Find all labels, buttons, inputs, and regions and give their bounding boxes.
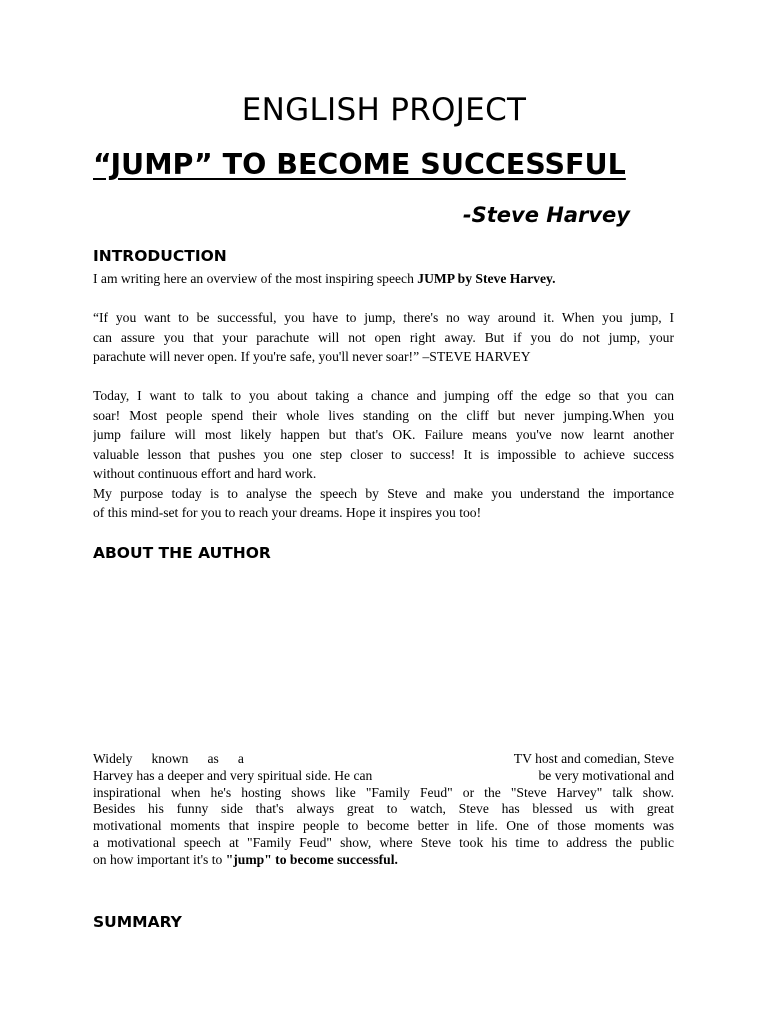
purpose-line: My purpose today is to analyse the speech by Steve and make you understand the importance bbox=[93, 485, 674, 501]
intro-body-paragraph bbox=[93, 386, 674, 523]
author-line-2 bbox=[93, 768, 674, 785]
overview-text: I am writing here an overview of the most inspiring speech bbox=[93, 271, 418, 286]
author-line: inspirational when he's hosting shows like "Family Feud" or the "Steve Harvey" talk show. bbox=[93, 784, 674, 800]
author-line: a motivational speech at "Family Feud" show, where Steve took his time to address the public bbox=[93, 834, 674, 850]
author-last-line bbox=[93, 852, 674, 869]
body-line: without continuous effort and hard work. bbox=[93, 466, 317, 481]
author-line: motivational moments that inspire people to become better in life. One of those moments was bbox=[93, 818, 674, 834]
quote-line: parachute will never open. If you're safe, you'll never soar!” –STEVE HARVEY bbox=[93, 349, 531, 364]
summary-heading: SUMMARY bbox=[93, 913, 182, 931]
author-paragraph bbox=[93, 751, 674, 869]
body-line: Today, I want to talk to you about taking a chance and jumping off the edge so that you can bbox=[93, 388, 674, 403]
author-byline: -Steve Harvey bbox=[462, 203, 630, 227]
body-line: soar! Most people spend their whole lives standing on the cliff but never jumping.When you bbox=[93, 407, 674, 423]
quote-line: can assure you that your parachute will not open right away. But if you do not jump, your bbox=[93, 329, 674, 345]
author-line-1 bbox=[93, 751, 674, 768]
body-line: valuable lesson that pushes you one step closer to success! It is impossible to achieve success bbox=[93, 446, 674, 462]
about-author-heading: ABOUT THE AUTHOR bbox=[93, 544, 271, 562]
overview-bold-text: JUMP by Steve Harvey. bbox=[417, 271, 556, 286]
author-line-1-start bbox=[93, 751, 244, 768]
speech-title: “JUMP” TO BECOME SUCCESSFUL bbox=[93, 148, 626, 181]
overview-sentence bbox=[93, 269, 555, 289]
author-line-2-end: be very motivational and bbox=[538, 767, 674, 783]
author-word: Widely bbox=[93, 751, 133, 766]
author-word: known bbox=[151, 751, 189, 766]
author-last-line-text: on how important it's to bbox=[93, 851, 226, 867]
quote-line: “If you want to be successful, you have to jump, there's no way around it. When you jump, I bbox=[93, 310, 674, 325]
author-line-1-end: TV host and comedian, Steve bbox=[513, 751, 674, 766]
author-line: Besides his funny side that's always great to watch, Steve has blessed us with great bbox=[93, 801, 674, 817]
purpose-line: of this mind-set for you to reach your dreams. Hope it inspires you too! bbox=[93, 505, 482, 520]
body-line: jump failure will most likely happen but that's OK. Failure means you've now learnt another bbox=[93, 427, 674, 442]
quote-paragraph bbox=[93, 308, 674, 367]
author-word: a bbox=[237, 751, 244, 766]
introduction-heading: INTRODUCTION bbox=[93, 247, 227, 265]
project-title: ENGLISH PROJECT bbox=[241, 92, 527, 128]
author-last-line-bold: "jump" to become successful. bbox=[225, 851, 398, 867]
author-word: as bbox=[207, 751, 219, 766]
author-line-2-start: Harvey has a deeper and very spiritual side. He can bbox=[93, 767, 373, 783]
